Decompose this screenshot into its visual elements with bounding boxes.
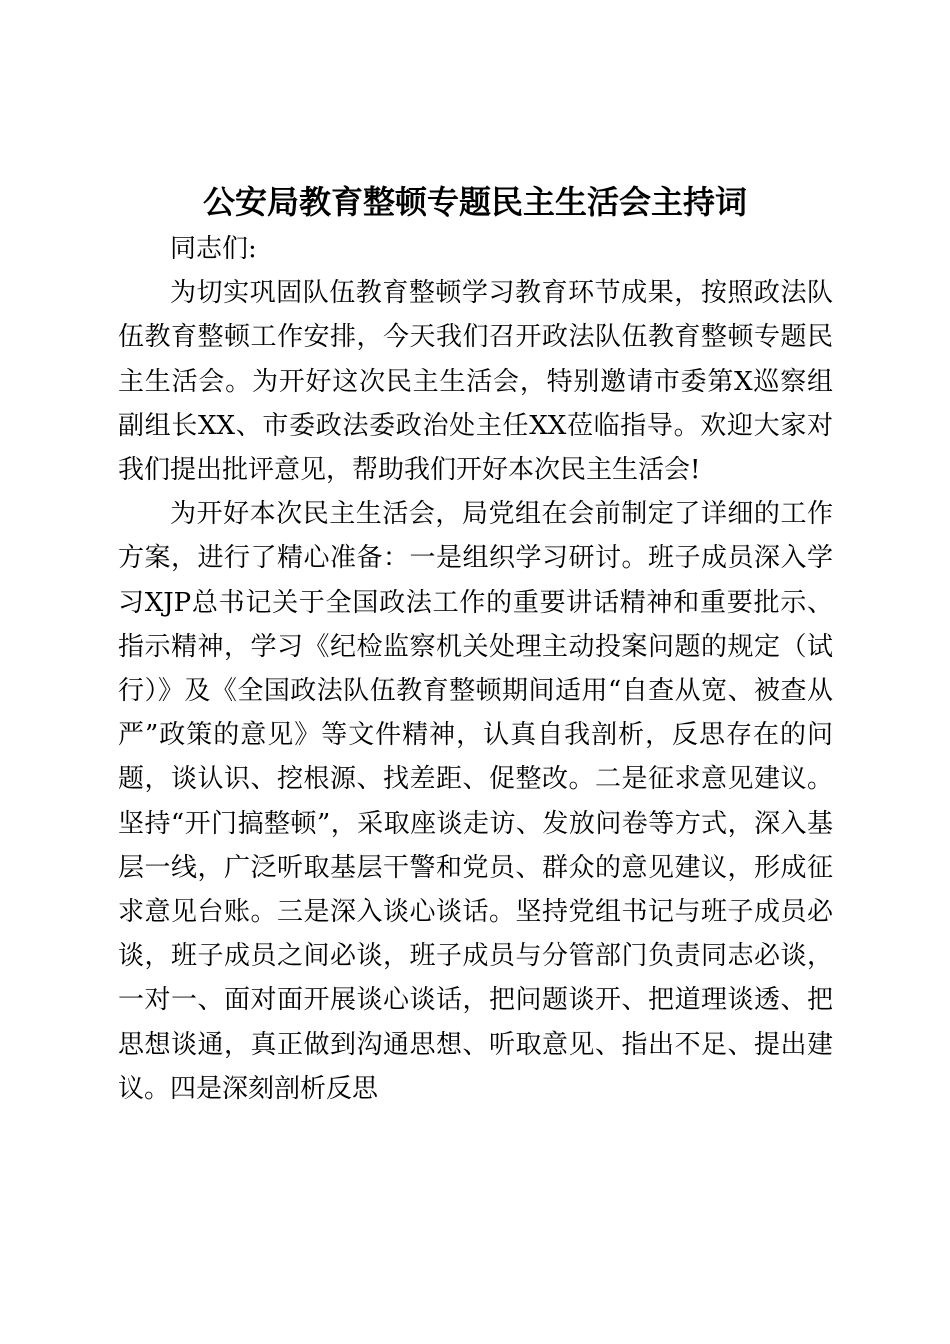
- body-paragraph: 为开好本次民主生活会，局党组在会前制定了详细的工作方案，进行了精心准备：一是组织学习研讨。班子成员深入学习XJP总书记关于全国政法工作的重要讲话精神和重要批示、指示精神，学习《纪检监察机关处理主动投案问题的规定（试行）》及《全国政法队伍教育整顿期间适用“自查从宽、被查从严”政策的意见》等文件精神，认真自我剖析，反思存在的问题，谈认识、挖根源、找差距、促整改。二是征求意见建议。坚持“开门搞整顿”，采取座谈走访、发放问卷等方式，深入基层一线，广泛听取基层干警和党员、群众的意见建议，形成征求意见台账。三是深入谈心谈话。坚持党组书记与班子成员必谈，班子成员之间必谈，班子成员与分管部门负责同志必谈，一对一、面对面开展谈心谈话，把问题谈开、把道理谈透、把思想谈通，真正做到沟通思想、听取意见、指出不足、提出建议。四是深刻剖析反思: [118, 499, 833, 1104]
- document-body: [118, 227, 833, 1111]
- body-paragraph: 为切实巩固队伍教育整顿学习教育环节成果，按照政法队伍教育整顿工作安排，今天我们召开政法队伍教育整顿专题民主生活会。为开好这次民主生活会，特别邀请市委第X巡察组副组长XX、市委政法委政治处主任XX莅临指导。欢迎大家对我们提出批评意见，帮助我们开好本次民主生活会!: [118, 278, 833, 486]
- document-title: 公安局教育整顿专题民主生活会主持词: [202, 183, 747, 221]
- salutation-paragraph: 同志们:: [170, 234, 257, 264]
